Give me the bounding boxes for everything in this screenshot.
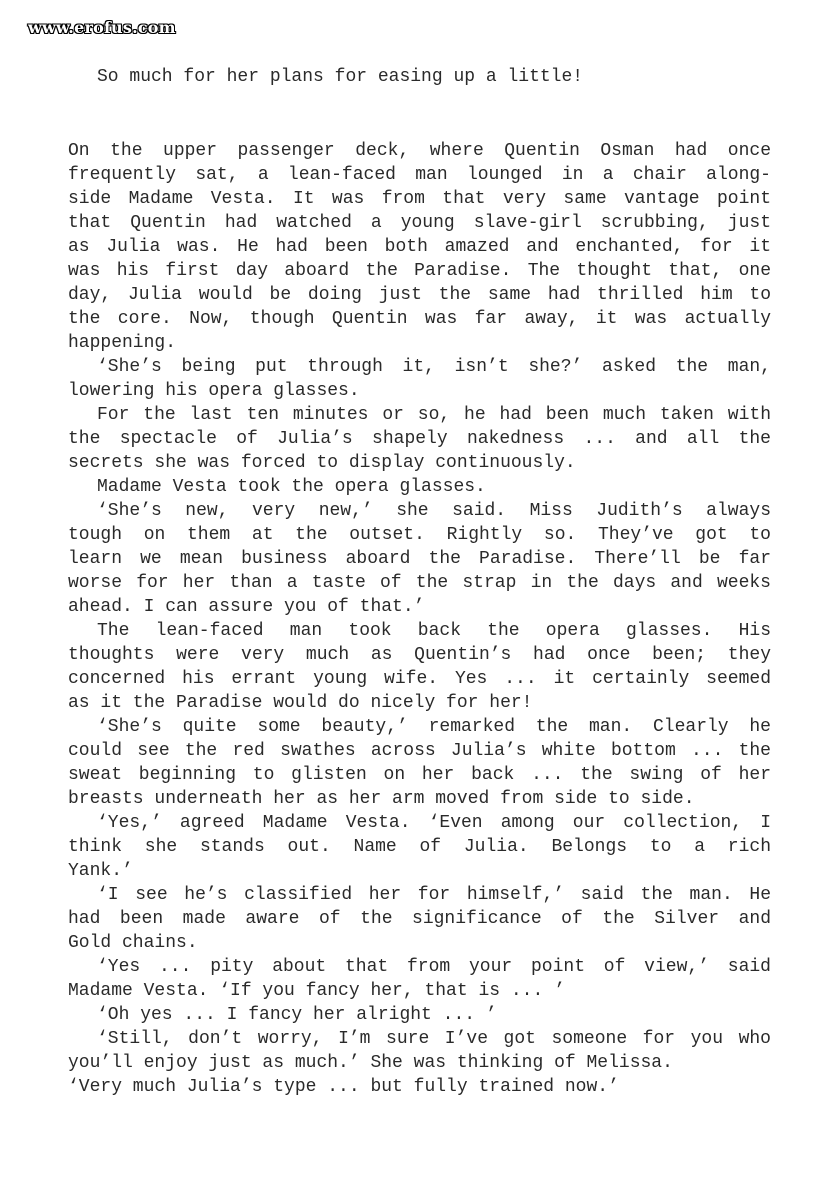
text-line: The lean-faced man took back the opera glasses. His [97,621,771,641]
text-line: lowering his opera glasses. [68,381,360,401]
text-line: was his first day aboard the Paradise. The thought that, one [68,261,771,281]
site-watermark: www.erofus.com [28,18,176,37]
page-body-text [68,139,771,1099]
text-line: ‘She’s new, very new,’ she said. Miss Judith’s always [97,501,771,521]
text-line: learn we mean business aboard the Paradise. There’ll be far [68,549,771,569]
text-line: as it the Paradise would do nicely for her! [68,693,533,713]
text-line: the core. Now, though Quentin was far away, it was actually [68,309,771,329]
text-line: thoughts were very much as Quentin’s had once been; they [68,645,771,665]
text-line: sweat beginning to glisten on her back ... the swing of her [68,765,771,785]
text-line: For the last ten minutes or so, he had been much taken with [97,405,771,425]
text-line: Yank.’ [68,861,133,881]
text-line: as Julia was. He had been both amazed and enchanted, for it [68,237,771,257]
text-line: tough on them at the outset. Rightly so. They’ve got to [68,525,771,545]
text-line: Madame Vesta took the opera glasses. [97,477,486,497]
text-line: ‘She’s quite some beauty,’ remarked the man. Clearly he [97,717,771,737]
text-line: think she stands out. Name of Julia. Belongs to a rich [68,837,771,857]
text-line: ‘Still, don’t worry, I’m sure I’ve got someone for you who [97,1029,771,1049]
text-line: worse for her than a taste of the strap in the days and weeks [68,573,771,593]
text-line: happening. [68,333,177,353]
text-line: concerned his errant young wife. Yes ... it certainly seemed [68,669,771,689]
text-line: that Quentin had watched a young slave-girl scrubbing, just [68,213,771,233]
text-line: Madame Vesta. ‘If you fancy her, that is ... ’ [68,981,565,1001]
text-line: ‘Yes,’ agreed Madame Vesta. ‘Even among our collection, I [97,813,771,833]
text-line: ‘Very much Julia’s type ... but fully trained now.’ [68,1077,619,1097]
text-line: ‘She’s being put through it, isn’t she?’ asked the man, [97,357,771,377]
text-line: ‘I see he’s classified her for himself,’ said the man. He [97,885,771,905]
text-line: the spectacle of Julia’s shapely nakedness ... and all the [68,429,771,449]
text-line: On the upper passenger deck, where Quentin Osman had once [68,141,771,161]
text-line: secrets she was forced to display continuously. [68,453,576,473]
intro-line: So much for her plans for easing up a little! [97,67,584,87]
text-line: ahead. I can assure you of that.’ [68,597,425,617]
text-line: ‘Oh yes ... I fancy her alright ... ’ [97,1005,497,1025]
text-line: could see the red swathes across Julia’s white bottom ... the [68,741,771,761]
text-line: had been made aware of the significance of the Silver and [68,909,771,929]
text-line: Gold chains. [68,933,198,953]
text-line: frequently sat, a lean-faced man lounged in a chair along- [68,165,771,185]
text-line: you’ll enjoy just as much.’ She was thinking of Melissa. [68,1053,673,1073]
text-line: day, Julia would be doing just the same had thrilled him to [68,285,771,305]
text-line: side Madame Vesta. It was from that very same vantage point [68,189,771,209]
text-line: ‘Yes ... pity about that from your point of view,’ said [97,957,771,977]
text-line: breasts underneath her as her arm moved from side to side. [68,789,695,809]
